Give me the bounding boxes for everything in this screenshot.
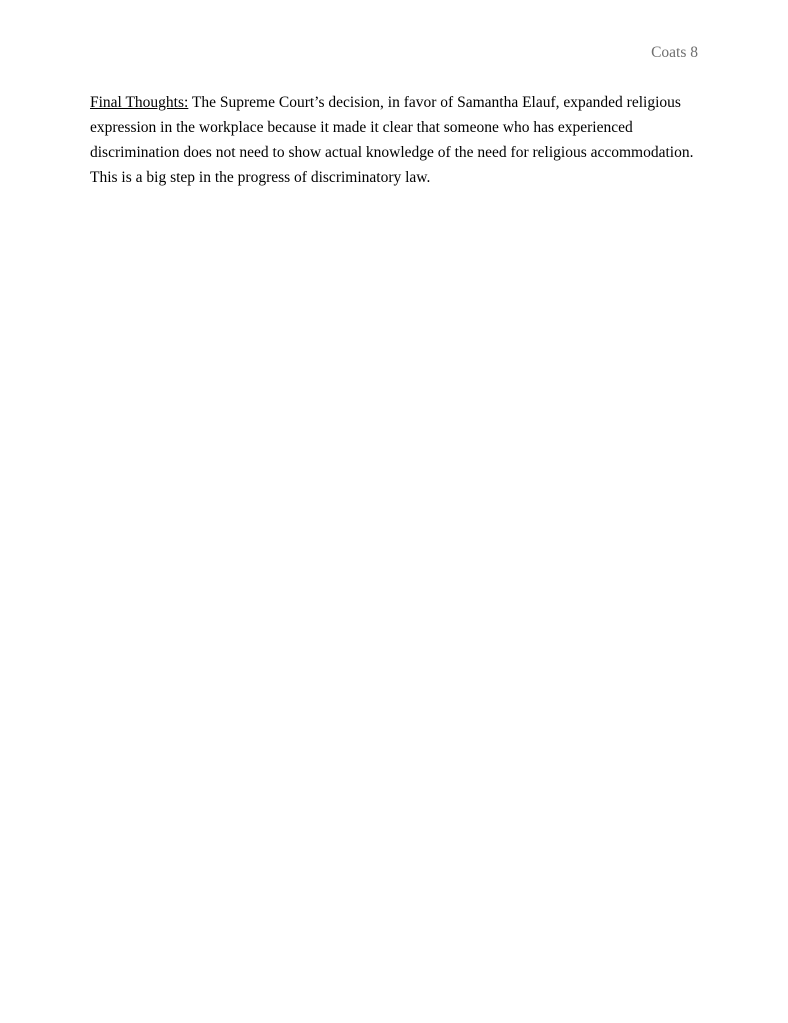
paragraph-body-text: The Supreme Court’s decision, in favor of Samantha Elauf, expanded religious expression in the workplace because it made it clear that someone who has experienced discrimination does not need to show actual knowledge of the need for religious accommodation. This is a big step in the progress of discriminatory law. (90, 94, 694, 186)
document-body (90, 90, 702, 190)
paragraph-lead-underlined: Final Thoughts: (90, 94, 189, 111)
page-header (90, 45, 698, 61)
header-author-page-number: Coats 8 (651, 44, 698, 61)
final-thoughts-paragraph (90, 90, 702, 190)
